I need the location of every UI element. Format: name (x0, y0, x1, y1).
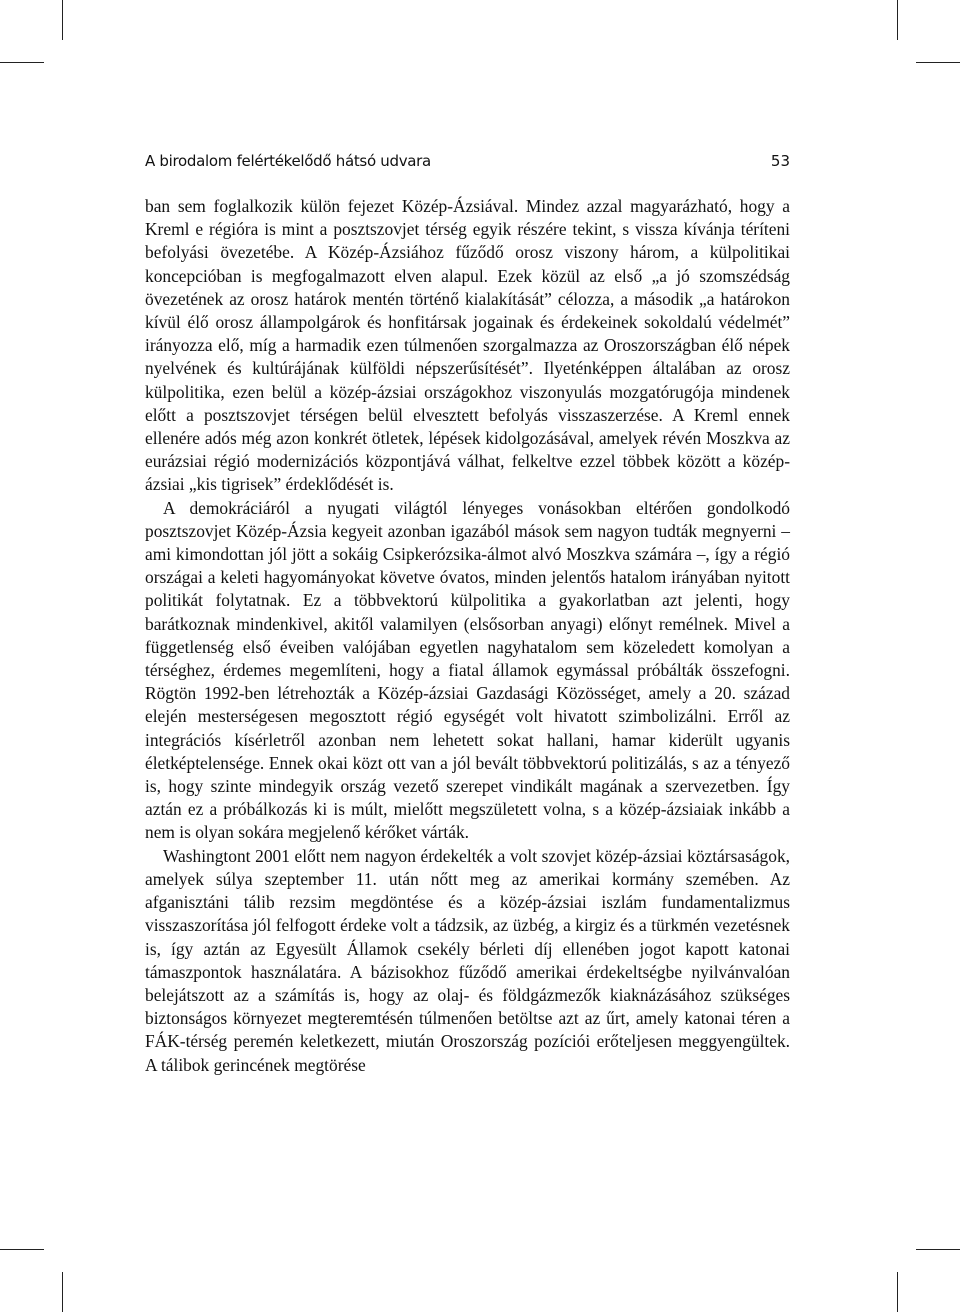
running-head (145, 152, 790, 176)
crop-mark-top-right (897, 0, 898, 40)
crop-mark-top-left (62, 0, 63, 40)
running-title: A birodalom felértékelődő hátsó udvara (145, 152, 431, 170)
paragraph-1: ban sem foglalkozik külön fejezet Közép-Ázsiával. Mindez azzal magyarázható, hogy a Kreml e régióra is mint a posztszovjet térség egyik részére tekint, s vissza kívánja téríteni befolyási övezetébe. A Közép-Ázsiához fűződő orosz viszony három, a külpolitikai koncepcióban is megfogalmazott elven alapul. Ezek közül az első „a jó szomszédság övezetének az orosz határok mentén történő kialakítását” célozza, a második „a határokon kívül élő orosz állampolgárok és honfitársak jogainak és érdekeinek sokoldalú védelmét” irányozza elő, míg a harmadik ezen túlmenően szorgalmazza az Oroszországban élő népek nyelvének és kultúrájának külföldi népszerűsítését”. Ilyeténképpen általában az orosz külpolitika, ezen belül a közép-ázsiai országokhoz viszonyulás mozgatórugója mindenek előtt a posztszovjet térségen belül elvesztett befolyás visszaszerzése. A Kreml ennek ellenére adós még azon konkrét ötletek, lépések kidolgozásával, amelyek révén Moszkva az eurázsiai régió modernizációs központjává válhat, felkeltve ezzel többek között a közép-ázsiai „kis tigrisek” érdeklődését is. (145, 196, 790, 495)
crop-mark-top-right-h (916, 62, 960, 63)
paragraph-2: A demokráciáról a nyugati világtól lényeges vonásokban eltérően gondolkodó posztszovjet Közép-Ázsia kegyeit azonban igazából mások sem nagyon tudták megnyerni – ami kimondottan jól jött a sokáig Csipkerózsika-álmot alvó Moszkva számára –, így a régió országai a keleti hagyományokat követve óvatos, minden jelentős hatalom irányában nyitott politikát folytatnak. Ez a többvektorú külpolitika a gyakorlatban azt jelenti, hogy barátkoznak mindenkivel, akitől valamilyen (elsősorban anyagi) előnyt remélnek. Mivel a függetlenség első éveiben valójában egyetlen nagyhatalom sem közeledett komolyan a térséghez, érdemes megemlíteni, hogy a fiatal államok egymással próbálták összefogni. Rögtön 1992-ben létrehozták a Közép-ázsiai Gazdasági Közösséget, amely a 20. század elején mesterségesen megosztott régió egységét volt hivatott szimbolizálni. Erről az integrációs kísérletről azonban nem lehetett sokat hallani, hamar kiderült ugyanis életképtelensége. Ennek okai közt ott van a jól bevált többvektorú politizálás, s az a tényező is, hogy szinte mindegyik ország vezető szerepet vindikált magának a szervezetben. Így aztán ez a próbálkozás ki is múlt, mielőtt megszületett volna, s a közép-ázsiaiak inkább a nem is olyan sokára megjelenő kérőket várták. (145, 497, 790, 843)
paragraph-3: Washingtont 2001 előtt nem nagyon érdekelték a volt szovjet közép-ázsiai köztársaságok, amelyek súlya szeptember 11. után nőtt meg az amerikai kormány szemében. Az afganisztáni tálib rezsim megdöntése és a közép-ázsiai iszlám fundamentalizmus visszaszorítása jól felfogott érdeke volt a tádzsik, az üzbég, a kirgiz és a türkmén vezetésnek is, így aztán az Egyesült Államok csekély bérleti díj ellenében jogot kapott katonai támaszpontok használatára. A bázisokhoz fűződő amerikai érdekeltségbe nyilvánvalóan belejátszott az a számítás is, hogy az olaj- és földgázmezők kiaknázásához szükséges biztonságos környezet megteremtésén túlmenően betöltse azt az űrt, amely katonai téren a FÁK-térség peremén keletkezett, miután Oroszország pozíciói erőteljesen meggyengültek. A tálibok gerincének megtörése (145, 845, 790, 1075)
body-text (145, 195, 790, 1077)
crop-mark-bottom-left-h (0, 1249, 44, 1250)
crop-mark-bottom-right (897, 1272, 898, 1312)
crop-mark-bottom-right-h (916, 1249, 960, 1250)
crop-mark-top-left-h (0, 62, 44, 63)
page-number: 53 (770, 152, 790, 170)
crop-mark-bottom-left (62, 1272, 63, 1312)
